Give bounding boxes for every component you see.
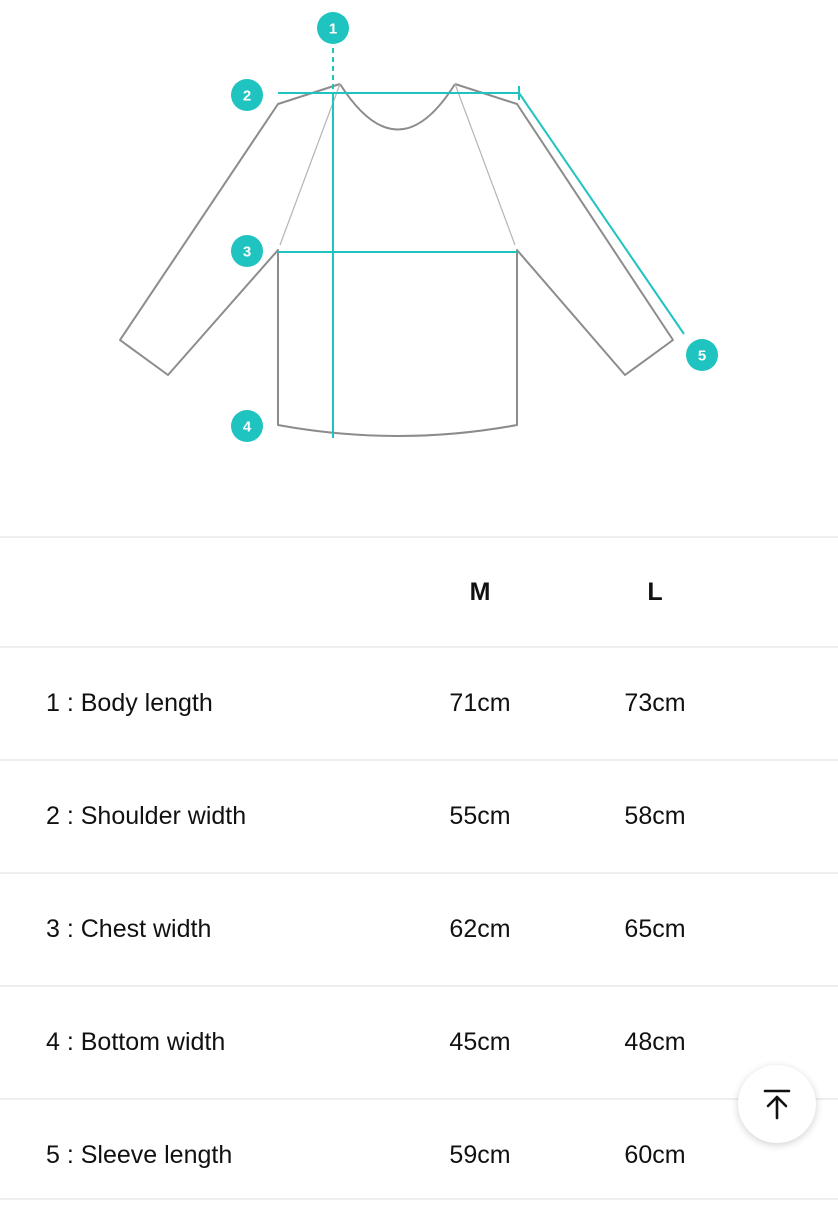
measurement-label: 5 : Sleeve length [46,1141,233,1169]
marker-4 [231,410,263,442]
svg-text:3: 3 [242,243,252,261]
marker-3 [231,235,263,267]
arrow-up-to-top-icon [760,1087,794,1121]
svg-text:4: 4 [242,418,252,436]
size-m-value: 45cm [449,1028,511,1056]
garment-measurement-diagram [0,0,838,520]
marker-1 [317,12,349,44]
size-l-value: 48cm [624,1028,686,1056]
svg-text:5: 5 [697,347,707,365]
sweater-outline [120,84,673,436]
size-l-value: 65cm [624,915,686,943]
marker-5 [686,339,718,371]
scroll-to-top-button[interactable] [738,1065,816,1143]
size-l-value: 60cm [624,1141,686,1169]
table-row [0,1098,838,1211]
table-header-row [0,536,838,646]
sleeve-length-line [519,93,684,334]
measurement-label: 2 : Shoulder width [46,802,247,830]
header-size-m: M [469,577,491,606]
svg-text:2: 2 [242,87,252,105]
header-size-l: L [647,577,663,606]
size-m-value: 59cm [449,1141,511,1169]
size-m-value: 62cm [449,915,511,943]
size-m-value: 71cm [449,689,511,717]
size-l-value: 58cm [624,802,686,830]
table-row [0,759,838,872]
size-chart-table [0,536,838,1211]
size-m-value: 55cm [449,802,511,830]
svg-text:1: 1 [328,20,338,38]
marker-2 [231,79,263,111]
measurement-label: 3 : Chest width [46,915,212,943]
table-row [0,985,838,1098]
measurement-label: 1 : Body length [46,689,213,717]
measurement-lines [277,48,684,438]
table-row [0,872,838,985]
table-row [0,646,838,759]
measurement-label: 4 : Bottom width [46,1028,226,1056]
size-l-value: 73cm [624,689,686,717]
